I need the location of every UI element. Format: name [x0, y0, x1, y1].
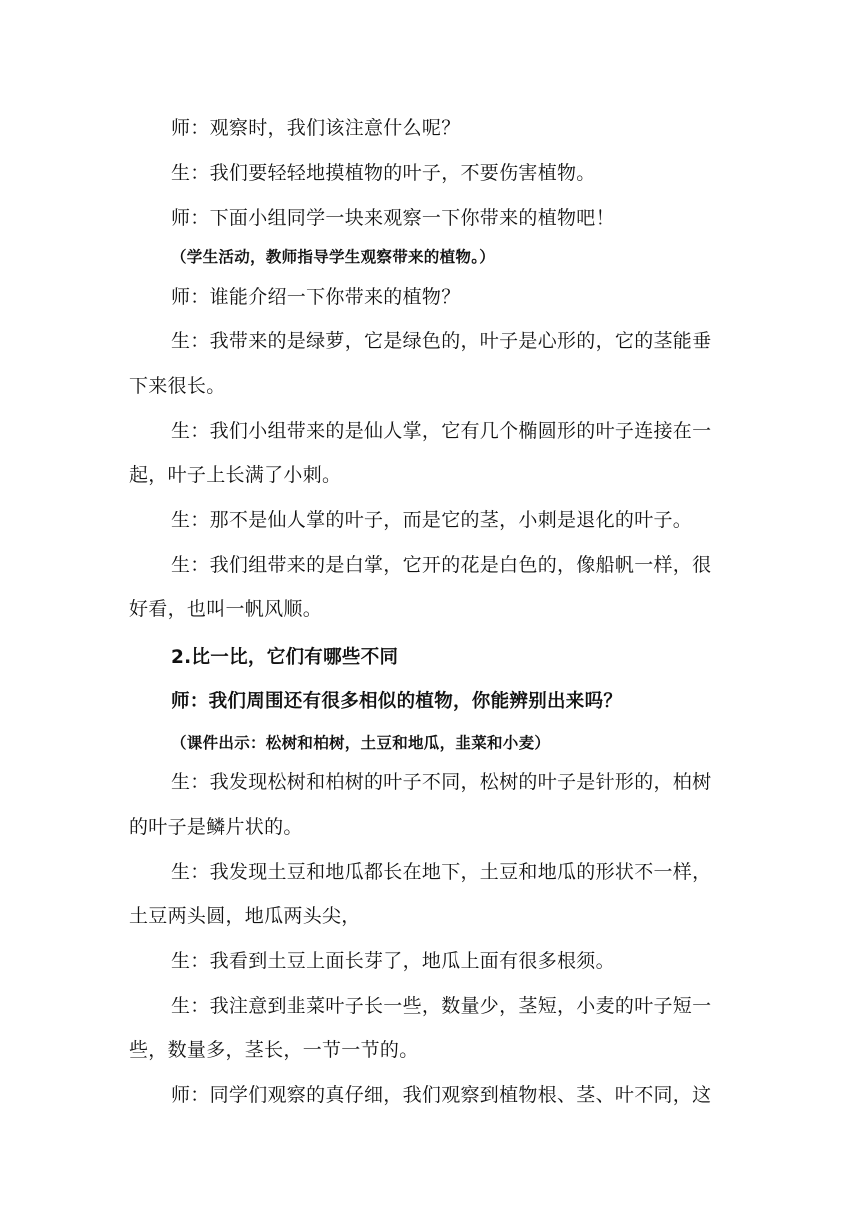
paragraph-line-bold: 师：我们周围还有很多相似的植物，你能辨别出来吗？ — [171, 691, 623, 712]
paragraph-line: 生：我注意到韭菜叶子长一些，数量少，茎短，小麦的叶子短一 — [171, 995, 712, 1017]
paragraph-line: 土豆两头圆，地瓜两头尖， — [129, 905, 361, 927]
paragraph-line: 师：同学们观察的真仔细，我们观察到植物根、茎、叶不同，这 — [171, 1084, 712, 1106]
paragraph-line: 生：那不是仙人掌的叶子，而是它的茎，小刺是退化的叶子。 — [171, 509, 693, 531]
section-heading: 2.比一比，它们有哪些不同 — [171, 647, 399, 668]
paragraph-line: 起，叶子上长满了小刺。 — [129, 464, 342, 486]
activity-note: （学生活动，教师指导学生观察带来的植物。） — [171, 248, 496, 266]
paragraph-line: 师：观察时，我们该注意什么呢？ — [171, 117, 461, 139]
courseware-note: （课件出示：松树和柏树，土豆和地瓜，韭菜和小麦） — [171, 734, 551, 752]
paragraph-line: 些，数量多，茎长，一节一节的。 — [129, 1039, 419, 1061]
paragraph-line: 师：下面小组同学一块来观察一下你带来的植物吧！ — [171, 207, 615, 229]
paragraph-line: 生：我带来的是绿萝，它是绿色的，叶子是心形的，它的茎能垂 — [171, 330, 712, 352]
paragraph-line: 生：我们要轻轻地摸植物的叶子，不要伤害植物。 — [171, 162, 596, 184]
paragraph-line: 生：我们组带来的是白掌，它开的花是白色的，像船帆一样，很 — [171, 554, 712, 576]
paragraph-line: 生：我发现松树和柏树的叶子不同，松树的叶子是针形的，柏树 — [171, 771, 712, 793]
paragraph-line: 生：我们小组带来的是仙人掌，它有几个椭圆形的叶子连接在一 — [171, 420, 712, 442]
paragraph-line: 好看，也叫一帆风顺。 — [129, 598, 323, 620]
paragraph-line: 的叶子是鳞片状的。 — [129, 816, 303, 838]
paragraph-line: 生：我发现土豆和地瓜都长在地下，土豆和地瓜的形状不一样， — [171, 861, 712, 883]
paragraph-line: 生：我看到土豆上面长芽了，地瓜上面有很多根须。 — [171, 950, 615, 972]
paragraph-line: 下来很长。 — [129, 375, 226, 397]
paragraph-line: 师：谁能介绍一下你带来的植物？ — [171, 286, 461, 308]
